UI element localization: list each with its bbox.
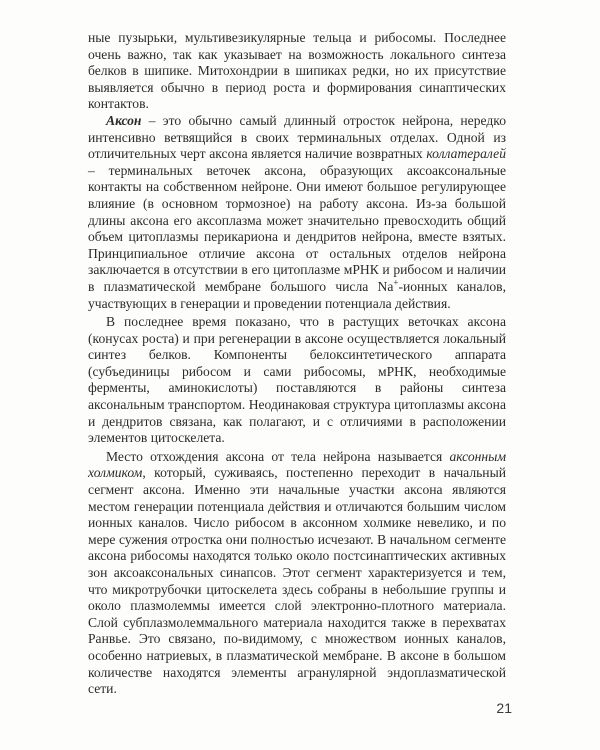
- page-number: 21: [496, 700, 512, 716]
- paragraph-text: -ионных каналов, участвующих в генерации и проведении потенциала действия.: [88, 278, 506, 311]
- italic-term-collaterals: коллатералей: [426, 146, 506, 162]
- paragraph-continuation: ные пузырьки, мультивезикулярные тельца и рибосомы. Последнее очень важно, так как указывает на возможность локального синтеза белков в шипике. Митохондрии в шипиках редки, но их присутствие выявляется обычно в период роста и формирования синаптических контактов.: [88, 30, 506, 112]
- paragraph-text: , который, суживаясь, постепенно переходит в начальный сегмент аксона. Именно эти начальные участки аксона являются местом генерации потенциала действия и отличаются большим числом ионных каналов. Число рибосом в аксонном холмике невелико, и по мере сужения отростка они полностью исчезают. В начальном сегменте аксона рибосомы находятся только около постсинаптических активных зон аксоаксональных синапсов. Этот сегмент характеризуется и тем, что микротрубочки цитоскелета здесь собраны в небольшие группы и около плазмолеммы имеется слой электронно-плотного материала. Слой субплазмолеммального материала находится также в перехватах Ранвье. Это связано, по-видимому, с множеством ионных каналов, особенно натриевых, в плазматической мембране. В аксоне в большом количестве находятся элементы агранулярной эндоплазматической сети.: [88, 465, 506, 697]
- paragraph-local-synthesis: В последнее время показано, что в растущих веточках аксона (конусах роста) и при регенерации в аксоне осуществляется локальный синтез белков. Компоненты белоксинтетического аппарата (субъединицы рибосом и сами рибосомы, мРНК, необходимые ферменты, аминокислоты) поставляются в районы синтеза аксональным транспортом. Неодинаковая структура цитоплазмы аксона и дендритов связана, как полагают, и с отличиями в расположении элементов цитоскелета.: [88, 314, 506, 446]
- paragraph-text: Место отхождения аксона от тела нейрона называется: [106, 448, 450, 464]
- paragraph-axon-hillock: [88, 449, 506, 698]
- italic-term-axon-hillock: аксонным холмиком: [88, 448, 506, 481]
- term-axon: Аксон: [106, 112, 142, 128]
- paragraph-text: – терминальных веточек аксона, образующих аксоаксональные контакты на собственном нейроне. Они имеют большое регулирующее влияние (в основном тормозное) на работу аксона. Из-за большой длины аксона его аксоплазма может значительно превосходить общий объем цитоплазмы перикариона и дендритов нейрона, вместе взятых. Принципиальное отличие аксона от остальных отделов нейрона заключается в отсутствии в его цитоплазме мРНК и рибосом и наличии в плазматической мембране большого числа Na: [88, 162, 506, 294]
- superscript-plus: +: [393, 277, 399, 288]
- paragraph-axon-definition: [88, 113, 506, 312]
- body-text: [88, 30, 506, 698]
- paragraph-text: – это обычно самый длинный отросток нейрона, нередко интенсивно ветвящийся в своих терминальных отделах. Одной из отличительных черт аксона является наличие возвратных: [88, 112, 506, 162]
